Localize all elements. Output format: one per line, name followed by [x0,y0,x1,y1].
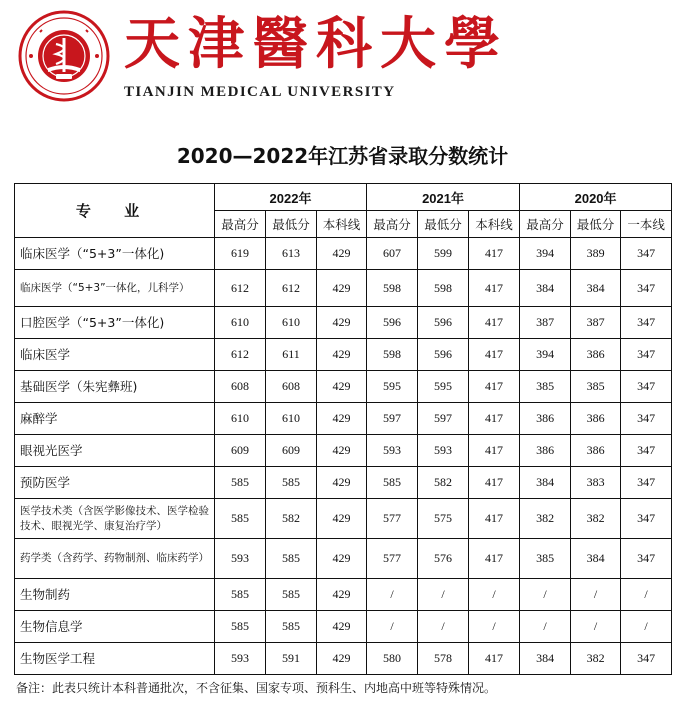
score-cell: 582 [266,499,317,539]
year-header-2021: 2021年 [367,184,520,211]
score-cell: 429 [317,270,367,307]
score-cell: / [469,579,520,611]
score-cell: 591 [266,643,317,675]
score-cell: 595 [367,371,418,403]
score-cell: 593 [215,539,266,579]
score-cell: / [621,611,672,643]
score-cell: 582 [418,467,469,499]
table-row [15,643,672,675]
score-cell: 429 [317,339,367,371]
major-name-cell: 麻醉学 [15,403,215,435]
major-name-cell: 药学类（含药学、药物制剂、临床药学） [15,539,215,579]
score-cell: / [621,579,672,611]
score-cell: 429 [317,403,367,435]
score-cell: 593 [215,643,266,675]
score-cell: 608 [215,371,266,403]
score-cell: 585 [215,499,266,539]
score-cell: 585 [266,467,317,499]
score-cell: 417 [469,643,520,675]
score-cell: 384 [520,270,571,307]
table-row [15,579,672,611]
score-cell: 596 [367,307,418,339]
year-header-2020: 2020年 [520,184,672,211]
major-name-cell: 医学技术类（含医学影像技术、医学检验技术、眼视光学、康复治疗学） [15,499,215,539]
major-name-cell: 预防医学 [15,467,215,499]
page-title: 2020—2022年江苏省录取分数统计 [176,144,509,168]
score-cell: 597 [367,403,418,435]
score-cell: 417 [469,539,520,579]
score-cell: 429 [317,579,367,611]
score-cell: 597 [418,403,469,435]
score-cell: 598 [367,270,418,307]
score-cell: 599 [418,238,469,270]
table-row [15,403,672,435]
score-cell: 429 [317,435,367,467]
score-cell: 347 [621,539,672,579]
score-cell: 596 [418,339,469,371]
score-cell: 389 [571,238,621,270]
major-name-cell: 基础医学（朱宪彝班) [15,371,215,403]
sub-header-cell: 最低分 [266,211,317,238]
table-row [15,539,672,579]
table-row [15,467,672,499]
table-row [15,435,672,467]
score-cell: 585 [215,579,266,611]
score-cell: 417 [469,238,520,270]
score-cell: 384 [520,643,571,675]
score-cell: 612 [215,339,266,371]
score-cell: 595 [418,371,469,403]
score-cell: 347 [621,238,672,270]
score-cell: 417 [469,499,520,539]
score-cell: / [520,579,571,611]
score-cell: 417 [469,467,520,499]
score-cell: 394 [520,339,571,371]
sub-header-cell: 本科线 [469,211,520,238]
score-cell: 577 [367,539,418,579]
score-cell: 386 [520,403,571,435]
score-cell: / [367,611,418,643]
sub-header-cell: 本科线 [317,211,367,238]
score-cell: 387 [571,307,621,339]
university-name-en: TIANJIN MEDICAL UNIVERSITY [124,84,396,100]
score-cell: 578 [418,643,469,675]
footnote: 备注：此表只统计本科普通批次，不含征集、国家专项、预科生、内地高中班等特殊情况。 [16,681,497,695]
score-cell: 417 [469,307,520,339]
score-cell: 385 [520,539,571,579]
score-cell: 585 [215,611,266,643]
score-cell: 417 [469,339,520,371]
score-cell: 593 [418,435,469,467]
score-cell: 417 [469,435,520,467]
score-cell: 386 [520,435,571,467]
score-cell: 347 [621,467,672,499]
year-header-2022: 2022年 [215,184,367,211]
score-cell: / [520,611,571,643]
score-cell: 607 [367,238,418,270]
sub-header-cell: 一本线 [621,211,672,238]
score-cell: 612 [215,270,266,307]
table-row [15,270,672,307]
score-cell: 347 [621,371,672,403]
score-cell: 585 [367,467,418,499]
score-cell: 394 [520,238,571,270]
score-cell: 385 [571,371,621,403]
score-cell: 429 [317,539,367,579]
major-name-cell: 眼视光医学 [15,435,215,467]
table-body [15,238,672,675]
score-cell: 347 [621,339,672,371]
score-cell: 382 [520,499,571,539]
score-cell: 609 [266,435,317,467]
score-cell: 386 [571,339,621,371]
score-cell: 610 [266,307,317,339]
major-name-cell: 生物制药 [15,579,215,611]
score-cell: 347 [621,643,672,675]
sub-header-cell: 最低分 [418,211,469,238]
score-cell: 382 [571,643,621,675]
score-cell: 347 [621,435,672,467]
score-cell: 386 [571,403,621,435]
score-cell: 384 [571,539,621,579]
score-cell: 429 [317,238,367,270]
score-cell: 347 [621,307,672,339]
score-cell: 347 [621,403,672,435]
score-cell: 385 [520,371,571,403]
major-name-cell: 生物信息学 [15,611,215,643]
score-cell: 598 [367,339,418,371]
major-name-cell: 临床医学（“5+3”一体化，儿科学） [15,270,215,307]
university-seal-logo [18,10,110,102]
score-cell: 610 [215,403,266,435]
score-cell: / [367,579,418,611]
score-cell: 611 [266,339,317,371]
sub-header-cell: 最高分 [520,211,571,238]
score-cell: 429 [317,499,367,539]
score-cell: / [418,579,469,611]
score-cell: 610 [266,403,317,435]
score-cell: 429 [317,643,367,675]
score-cell: 585 [266,611,317,643]
admission-score-table [14,183,672,675]
university-header [14,6,508,106]
score-cell: 585 [266,579,317,611]
score-cell: 619 [215,238,266,270]
major-name-cell: 临床医学 [15,339,215,371]
score-cell: 609 [215,435,266,467]
score-cell: 429 [317,307,367,339]
score-cell: 613 [266,238,317,270]
university-name-cn: 天津醫科大學 [124,11,508,77]
score-cell: 417 [469,403,520,435]
score-cell: 596 [418,307,469,339]
score-cell: 387 [520,307,571,339]
score-cell: 593 [367,435,418,467]
score-cell: 580 [367,643,418,675]
score-cell: / [469,611,520,643]
score-cell: / [571,579,621,611]
score-cell: 585 [266,539,317,579]
score-cell: 577 [367,499,418,539]
score-cell: 429 [317,467,367,499]
score-cell: 384 [571,270,621,307]
score-cell: 386 [571,435,621,467]
score-cell: 417 [469,270,520,307]
score-cell: 585 [215,467,266,499]
major-column-header: 专 业 [15,184,215,238]
major-name-cell: 口腔医学（“5+3”一体化) [15,307,215,339]
major-name-cell: 生物医学工程 [15,643,215,675]
table-row [15,611,672,643]
sub-header-cell: 最低分 [571,211,621,238]
table-row [15,371,672,403]
table-row [15,238,672,270]
score-cell: 429 [317,371,367,403]
sub-header-cell: 最高分 [367,211,418,238]
score-cell: 612 [266,270,317,307]
score-cell: 429 [317,611,367,643]
score-cell: 598 [418,270,469,307]
score-cell: 384 [520,467,571,499]
score-cell: / [418,611,469,643]
score-cell: 347 [621,499,672,539]
score-cell: 576 [418,539,469,579]
sub-header-cell: 最高分 [215,211,266,238]
score-cell: 347 [621,270,672,307]
score-cell: 575 [418,499,469,539]
score-cell: 608 [266,371,317,403]
score-cell: 610 [215,307,266,339]
score-cell: 382 [571,499,621,539]
score-cell: 417 [469,371,520,403]
table-row [15,339,672,371]
score-cell: / [571,611,621,643]
major-name-cell: 临床医学（“5+3”一体化) [15,238,215,270]
table-row [15,499,672,539]
table-row [15,307,672,339]
score-cell: 383 [571,467,621,499]
